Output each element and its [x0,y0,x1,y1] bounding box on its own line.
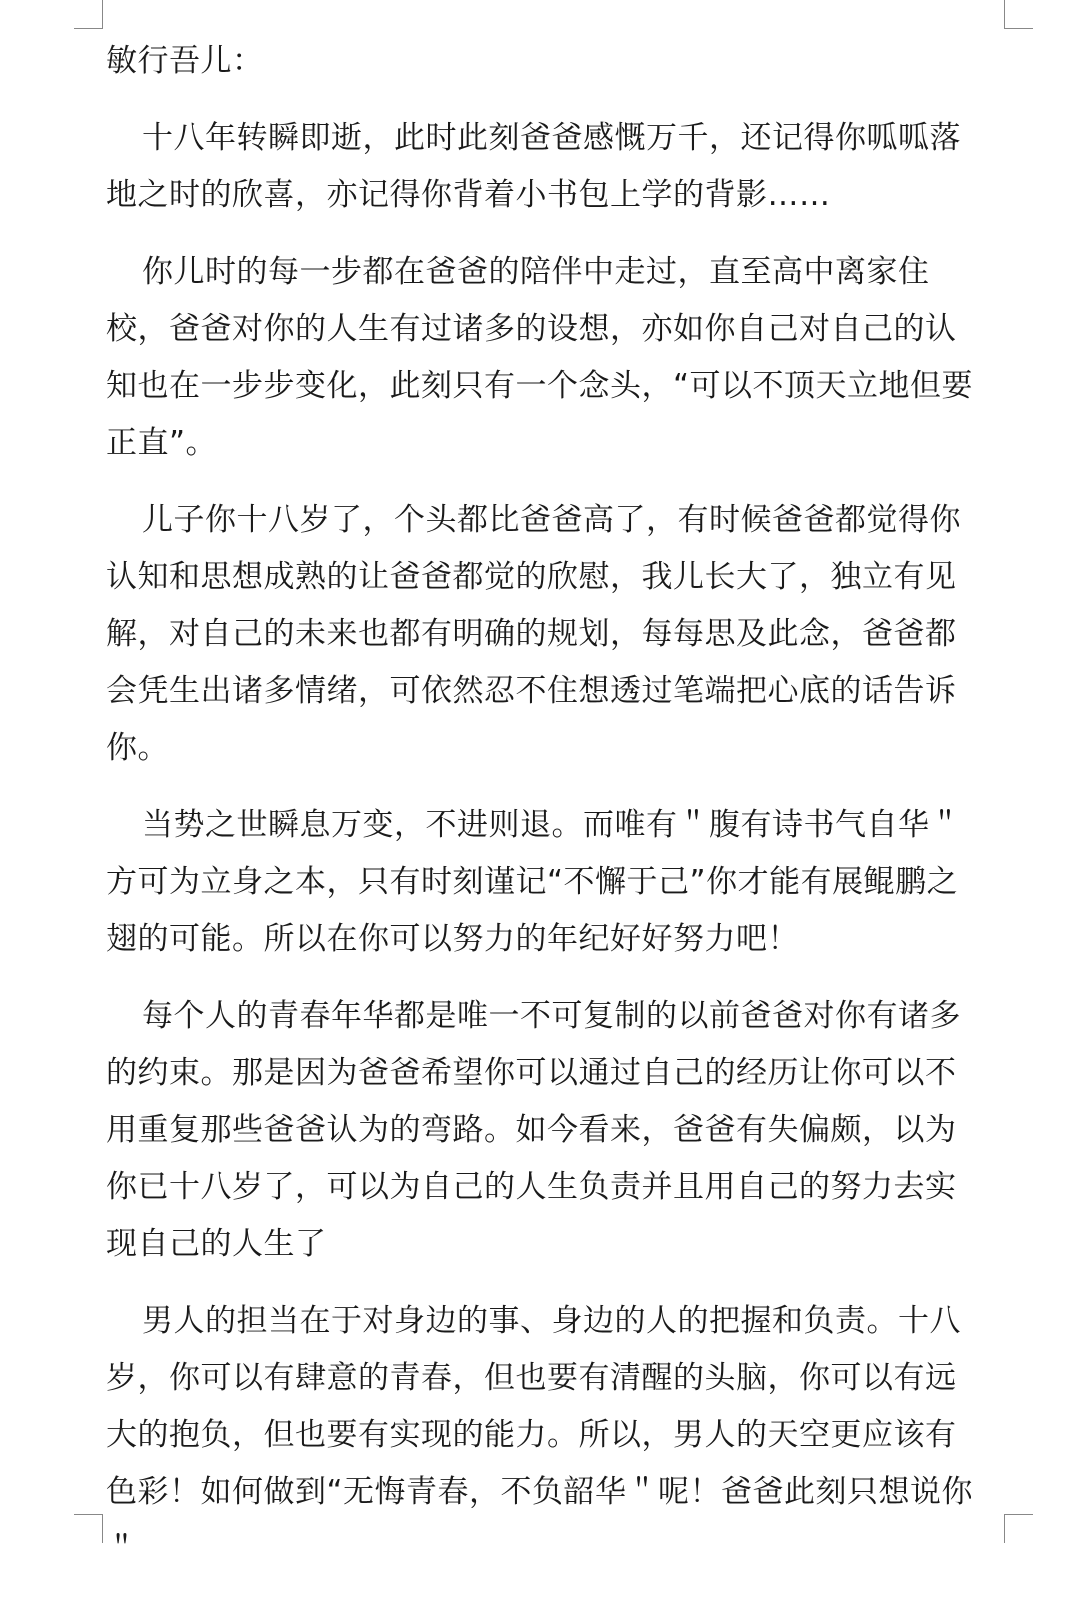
salutation: 敏行吾儿： [106,43,264,79]
page-corner-mark-bottom-right [1004,1514,1033,1543]
page-corner-mark-top-right [1004,0,1033,29]
paragraph-1: 十八年转瞬即逝，此时此刻爸爸感慨万千，还记得你呱呱落地之时的欣喜，亦记得你背着小书包上学的背影…… [106,120,961,213]
letter-body [106,33,986,1598]
paragraph-2: 你儿时的每一步都在爸爸的陪伴中走过，直至高中离家住校，爸爸对你的人生有过诸多的设想，亦如你自己对自己的认知也在一步步变化，此刻只有一个念头，“可以不顶天立地但要正直”。 [106,254,974,461]
paragraph-6: 男人的担当在于对身边的事、身边的人的把握和负责。十八岁，你可以有肆意的青春，但也要有清醒的头脑，你可以有远大的抱负，但也要有实现的能力。所以，男人的天空更应该有色彩！如何做到“无悔青春，不负韶华＂呢！爸爸此刻只想说你＂ [106,1303,974,1567]
paragraph-5: 每个人的青春年华都是唯一不可复制的以前爸爸对你有诸多的约束。那是因为爸爸希望你可以通过自己的经历让你可以不用重复那些爸爸认为的弯路。如今看来，爸爸有失偏颇，以为你已十八岁了，可以为自己的人生负责并且用自己的努力去实现自己的人生了 [106,998,961,1262]
paragraph-4: 当势之世瞬息万变，不进则退。而唯有＂腹有诗书气自华＂方可为立身之本，只有时刻谨记“不懈于己”你才能有展鲲鹏之翅的可能。所以在你可以努力的年纪好好努力吧！ [106,807,961,957]
paragraph-3: 儿子你十八岁了，个头都比爸爸高了，有时候爸爸都觉得你认知和思想成熟的让爸爸都觉的欣慰，我儿长大了，独立有见解，对自己的未来也都有明确的规划，每每思及此念，爸爸都会凭生出诸多情绪，可依然忍不住想透过笔端把心底的话告诉你。 [106,502,961,766]
page-corner-mark-bottom-left [74,1514,103,1543]
page-corner-mark-top-left [74,0,103,29]
